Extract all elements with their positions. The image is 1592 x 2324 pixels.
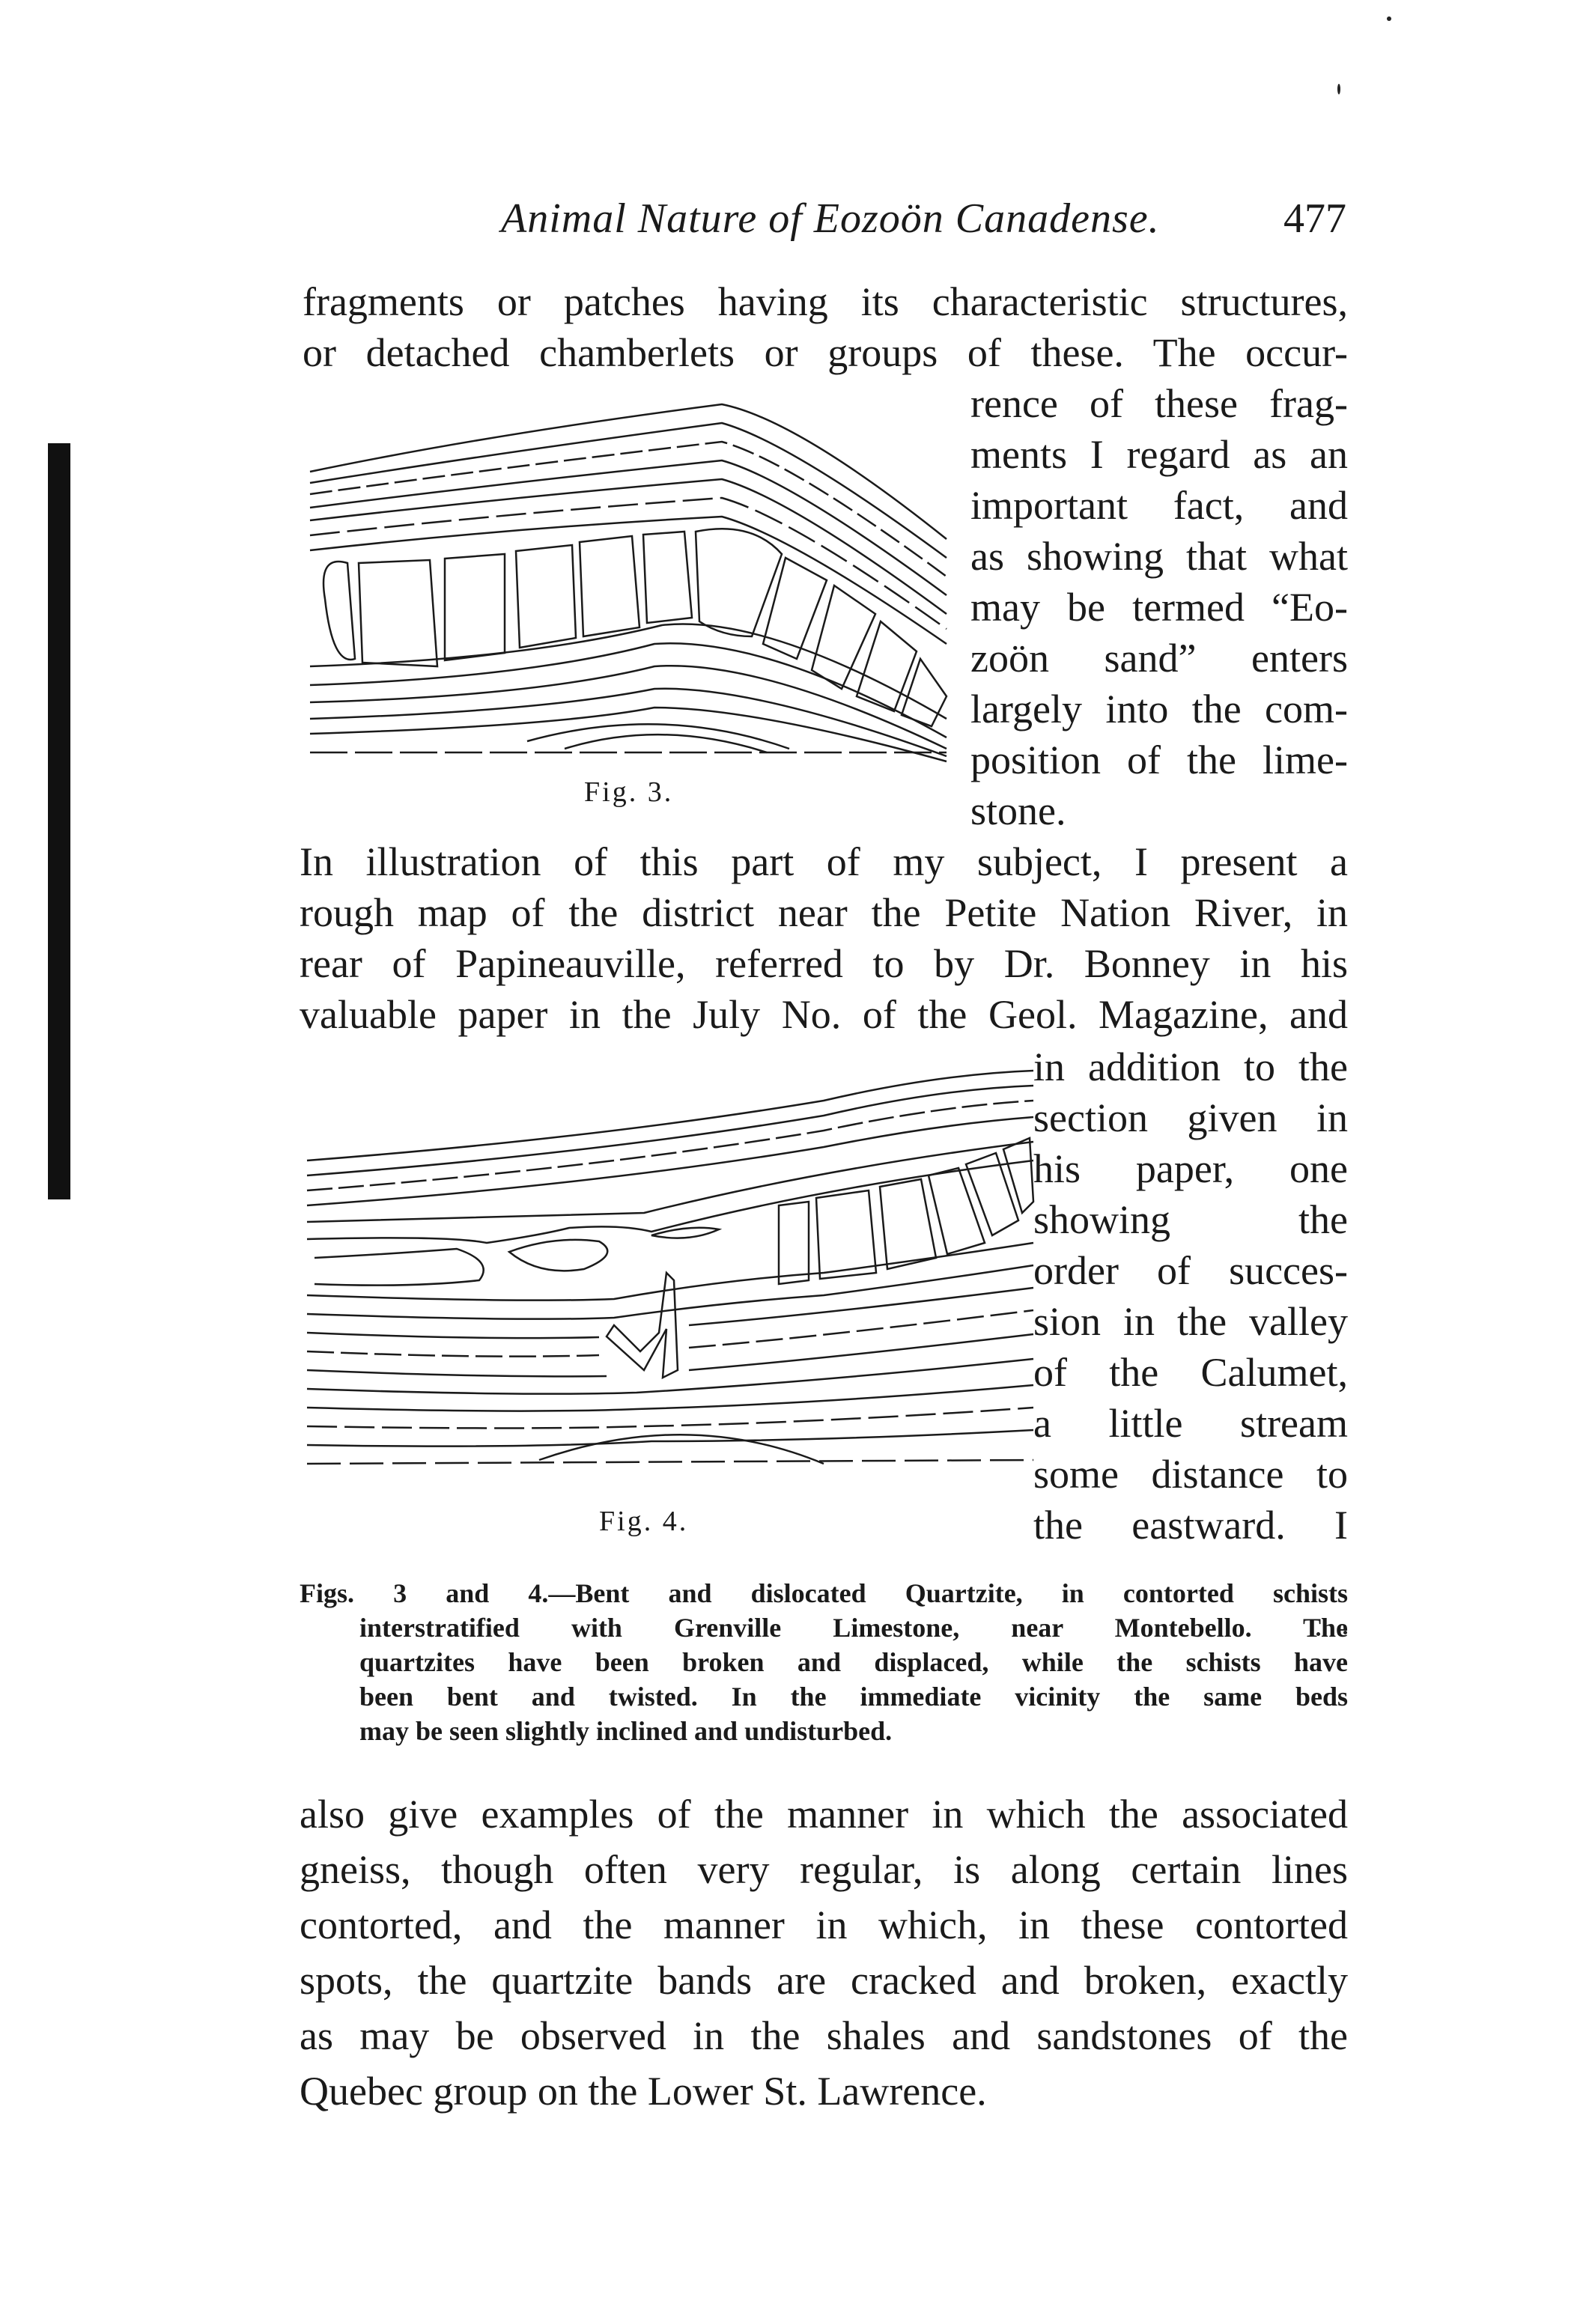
side-line: largely into the com- (970, 687, 1348, 731)
body-line: gneiss, though often very regular, is along certain lines (300, 1847, 1348, 1892)
side-line: the eastward. I (1033, 1503, 1348, 1548)
scan-speck (1387, 16, 1391, 21)
side-line: sion in the valley (1033, 1299, 1348, 1344)
figure-4-label: Fig. 4. (599, 1506, 689, 1537)
body-line: In illustration of this part of my subject, I present a (300, 839, 1348, 884)
scan-edge-bar (48, 443, 70, 1199)
side-line: as showing that what (970, 534, 1348, 579)
side-line: his paper, one (1033, 1146, 1348, 1191)
figure-caption-line: Figs. 3 and 4.—Bent and dislocated Quartzite, in contorted schists (300, 1578, 1348, 1608)
side-line: some distance to (1033, 1452, 1348, 1497)
figure-caption-line: may be seen slightly inclined and undisturbed. (359, 1716, 893, 1746)
running-title: Animal Nature of Eozoön Canadense. (501, 195, 1160, 242)
side-line: a little stream (1033, 1401, 1348, 1446)
running-head (303, 195, 1348, 247)
side-line: stone. (970, 788, 1066, 833)
body-line: spots, the quartzite bands are cracked and broken, exactly (300, 1958, 1348, 2003)
body-line: as may be observed in the shales and sandstones of the (300, 2013, 1348, 2058)
side-line: showing the (1033, 1197, 1348, 1242)
body-line: valuable paper in the July No. of the Geol. Magazine, and (300, 992, 1348, 1037)
figure-caption-line: quartzites have been broken and displaced, while the schists have (359, 1647, 1348, 1677)
body-line: fragments or patches having its characteristic structures, (303, 279, 1348, 324)
body-line: Quebec group on the Lower St. Lawrence. (300, 2069, 987, 2114)
page-number: 477 (1283, 195, 1346, 242)
figure-3-label: Fig. 3. (584, 776, 674, 808)
side-line: zoön sand” enters (970, 636, 1348, 681)
side-line: of the Calumet, (1033, 1350, 1348, 1395)
body-line: also give examples of the manner in which the associated (300, 1792, 1348, 1837)
body-line: rear of Papineauville, referred to by Dr. Bonney in his (300, 941, 1348, 986)
side-line: important fact, and (970, 483, 1348, 528)
side-line: section given in (1033, 1095, 1348, 1140)
figure-caption-line: been bent and twisted. In the immediate vicinity the same beds (359, 1682, 1348, 1712)
body-line: rough map of the district near the Petite Nation River, in (300, 890, 1348, 935)
side-line: rence of these frag- (970, 381, 1348, 426)
side-line: ments I regard as an (970, 432, 1348, 477)
figure-caption-line: interstratified with Grenville Limestone, near Montebello. The (359, 1613, 1348, 1643)
figure-4-drawing (300, 1056, 1033, 1475)
side-line: order of succes- (1033, 1248, 1348, 1293)
side-line: position of the lime- (970, 737, 1348, 782)
body-line: or detached chamberlets or groups of these. The occur- (303, 330, 1348, 375)
side-line: may be termed “Eo- (970, 585, 1348, 630)
figure-3-drawing (303, 389, 947, 764)
body-line: contorted, and the manner in which, in these contorted (300, 1902, 1348, 1947)
side-line: in addition to the (1033, 1044, 1348, 1089)
scan-speck (1337, 84, 1340, 94)
